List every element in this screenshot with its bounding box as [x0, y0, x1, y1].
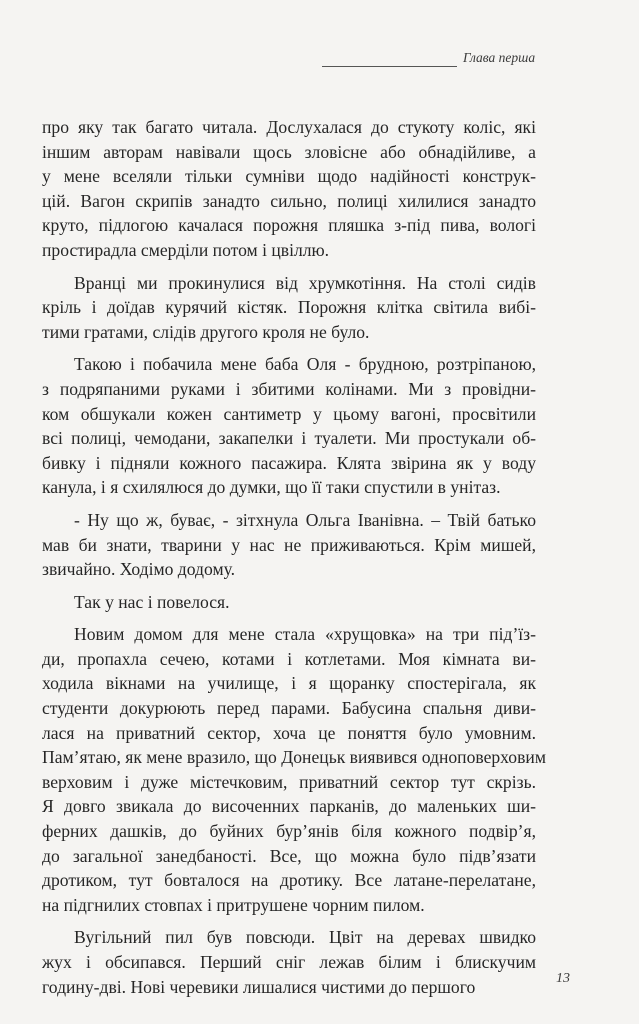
text-line: жух і обсипався. Перший сніг лежав білим і блискучим: [42, 952, 536, 972]
text-line: тими гратами, слідів другого кроля не було.: [42, 321, 370, 342]
page-number: 13: [556, 971, 570, 986]
text-line: Пам’ятаю, як мене вразило, що Донецьк виявився одноповерховим: [42, 747, 546, 768]
paragraph: [42, 352, 536, 500]
paragraph: [42, 115, 536, 263]
paragraph: [42, 271, 536, 345]
chapter-title: Глава перша: [463, 50, 536, 65]
paragraph: [42, 622, 546, 917]
text-line: годину-дві. Нові черевики лишалися чистими до першого: [42, 976, 476, 997]
text-line: цій. Вагон скрипів занадто сильно, полиці хилилися занадто: [42, 190, 536, 211]
text-line: всі полиці, чемодани, закапелки і туалети. Ми простукали об-: [42, 428, 536, 449]
text-line: на підгнилих стовпах і притрушене чорним пилом.: [42, 894, 425, 915]
text-line: канула, і я схилялюся до думки, що її таки спустили в унітаз.: [42, 477, 501, 498]
paragraph: [42, 925, 536, 999]
text-line: лася на приватний сектор, хоча це поняття було умовним.: [42, 722, 536, 743]
text-line: Вранці ми прокинулися від хрумкотіння. На столі сидів: [74, 272, 536, 293]
header-rule: [322, 66, 457, 67]
text-line: ферних дашків, до буйних бур’янів біля кожного подвір’я,: [42, 821, 536, 842]
text-line: ходила вікнами на училище, і я щоранку спостерігала, як: [42, 673, 536, 694]
text-line: Я довго звикала до височенних парканів, до маленьких ши-: [42, 796, 536, 817]
text-line: Такою і побачила мене баба Оля - брудною, розтріпаною,: [74, 354, 536, 375]
text-line: Вугільний пил був повсюди. Цвіт на деревах швидко: [74, 927, 536, 948]
text-line: Новим домом для мене стала «хрущовка» на три під’їз-: [74, 624, 536, 645]
text-line: іншим авторам навівали щось зловісне або обнадійливе, а: [42, 141, 536, 162]
text-line: ди, пропахла сечею, котами і котлетами. Моя кімната ви-: [42, 648, 536, 669]
text-line: про яку так багато читала. Дослухалася до стукоту коліс, які: [42, 117, 536, 137]
text-line: до загальної занедбаності. Все, що можна було підв’язати: [42, 845, 536, 866]
text-line: кріль і доїдав курячий кістяк. Порожня клітка світила вибі-: [42, 297, 536, 318]
text-line: студенти докурюють перед парами. Бабусина спальня диви-: [42, 698, 536, 719]
paragraph: [42, 508, 536, 582]
text-line: простирадла смерділи потом і цвіллю.: [42, 239, 330, 260]
text-line: мав би знати, тварини у нас не приживаються. Крім мишей,: [42, 534, 536, 555]
text-line: у мене вселяли тільки сумніви щодо надійності конструк-: [42, 166, 536, 187]
text-line: Так у нас і повелося.: [74, 591, 230, 612]
text-line: бивку і підняли кожного пасажира. Клята звірина як у воду: [42, 452, 536, 473]
text-line: звичайно. Ходімо додому.: [42, 559, 236, 580]
text-line: верховим і дуже містечковим, приватний сектор тут скрізь.: [42, 771, 536, 792]
body-text: [42, 115, 546, 1007]
text-line: з подряпаними руками і збитими колінами. Ми з провідни-: [42, 378, 536, 399]
text-line: ком обшукали кожен сантиметр у цьому вагоні, просвітили: [42, 403, 536, 424]
paragraph: [42, 590, 536, 615]
text-line: круто, підлогою качалася порожня пляшка з-під пива, вологі: [42, 215, 536, 236]
text-line: - Ну що ж, буває, - зітхнула Ольга Іванівна. – Твій батько: [74, 509, 536, 530]
text-line: дротиком, тут бовталося на дротику. Все латане-перелатане,: [42, 870, 536, 891]
